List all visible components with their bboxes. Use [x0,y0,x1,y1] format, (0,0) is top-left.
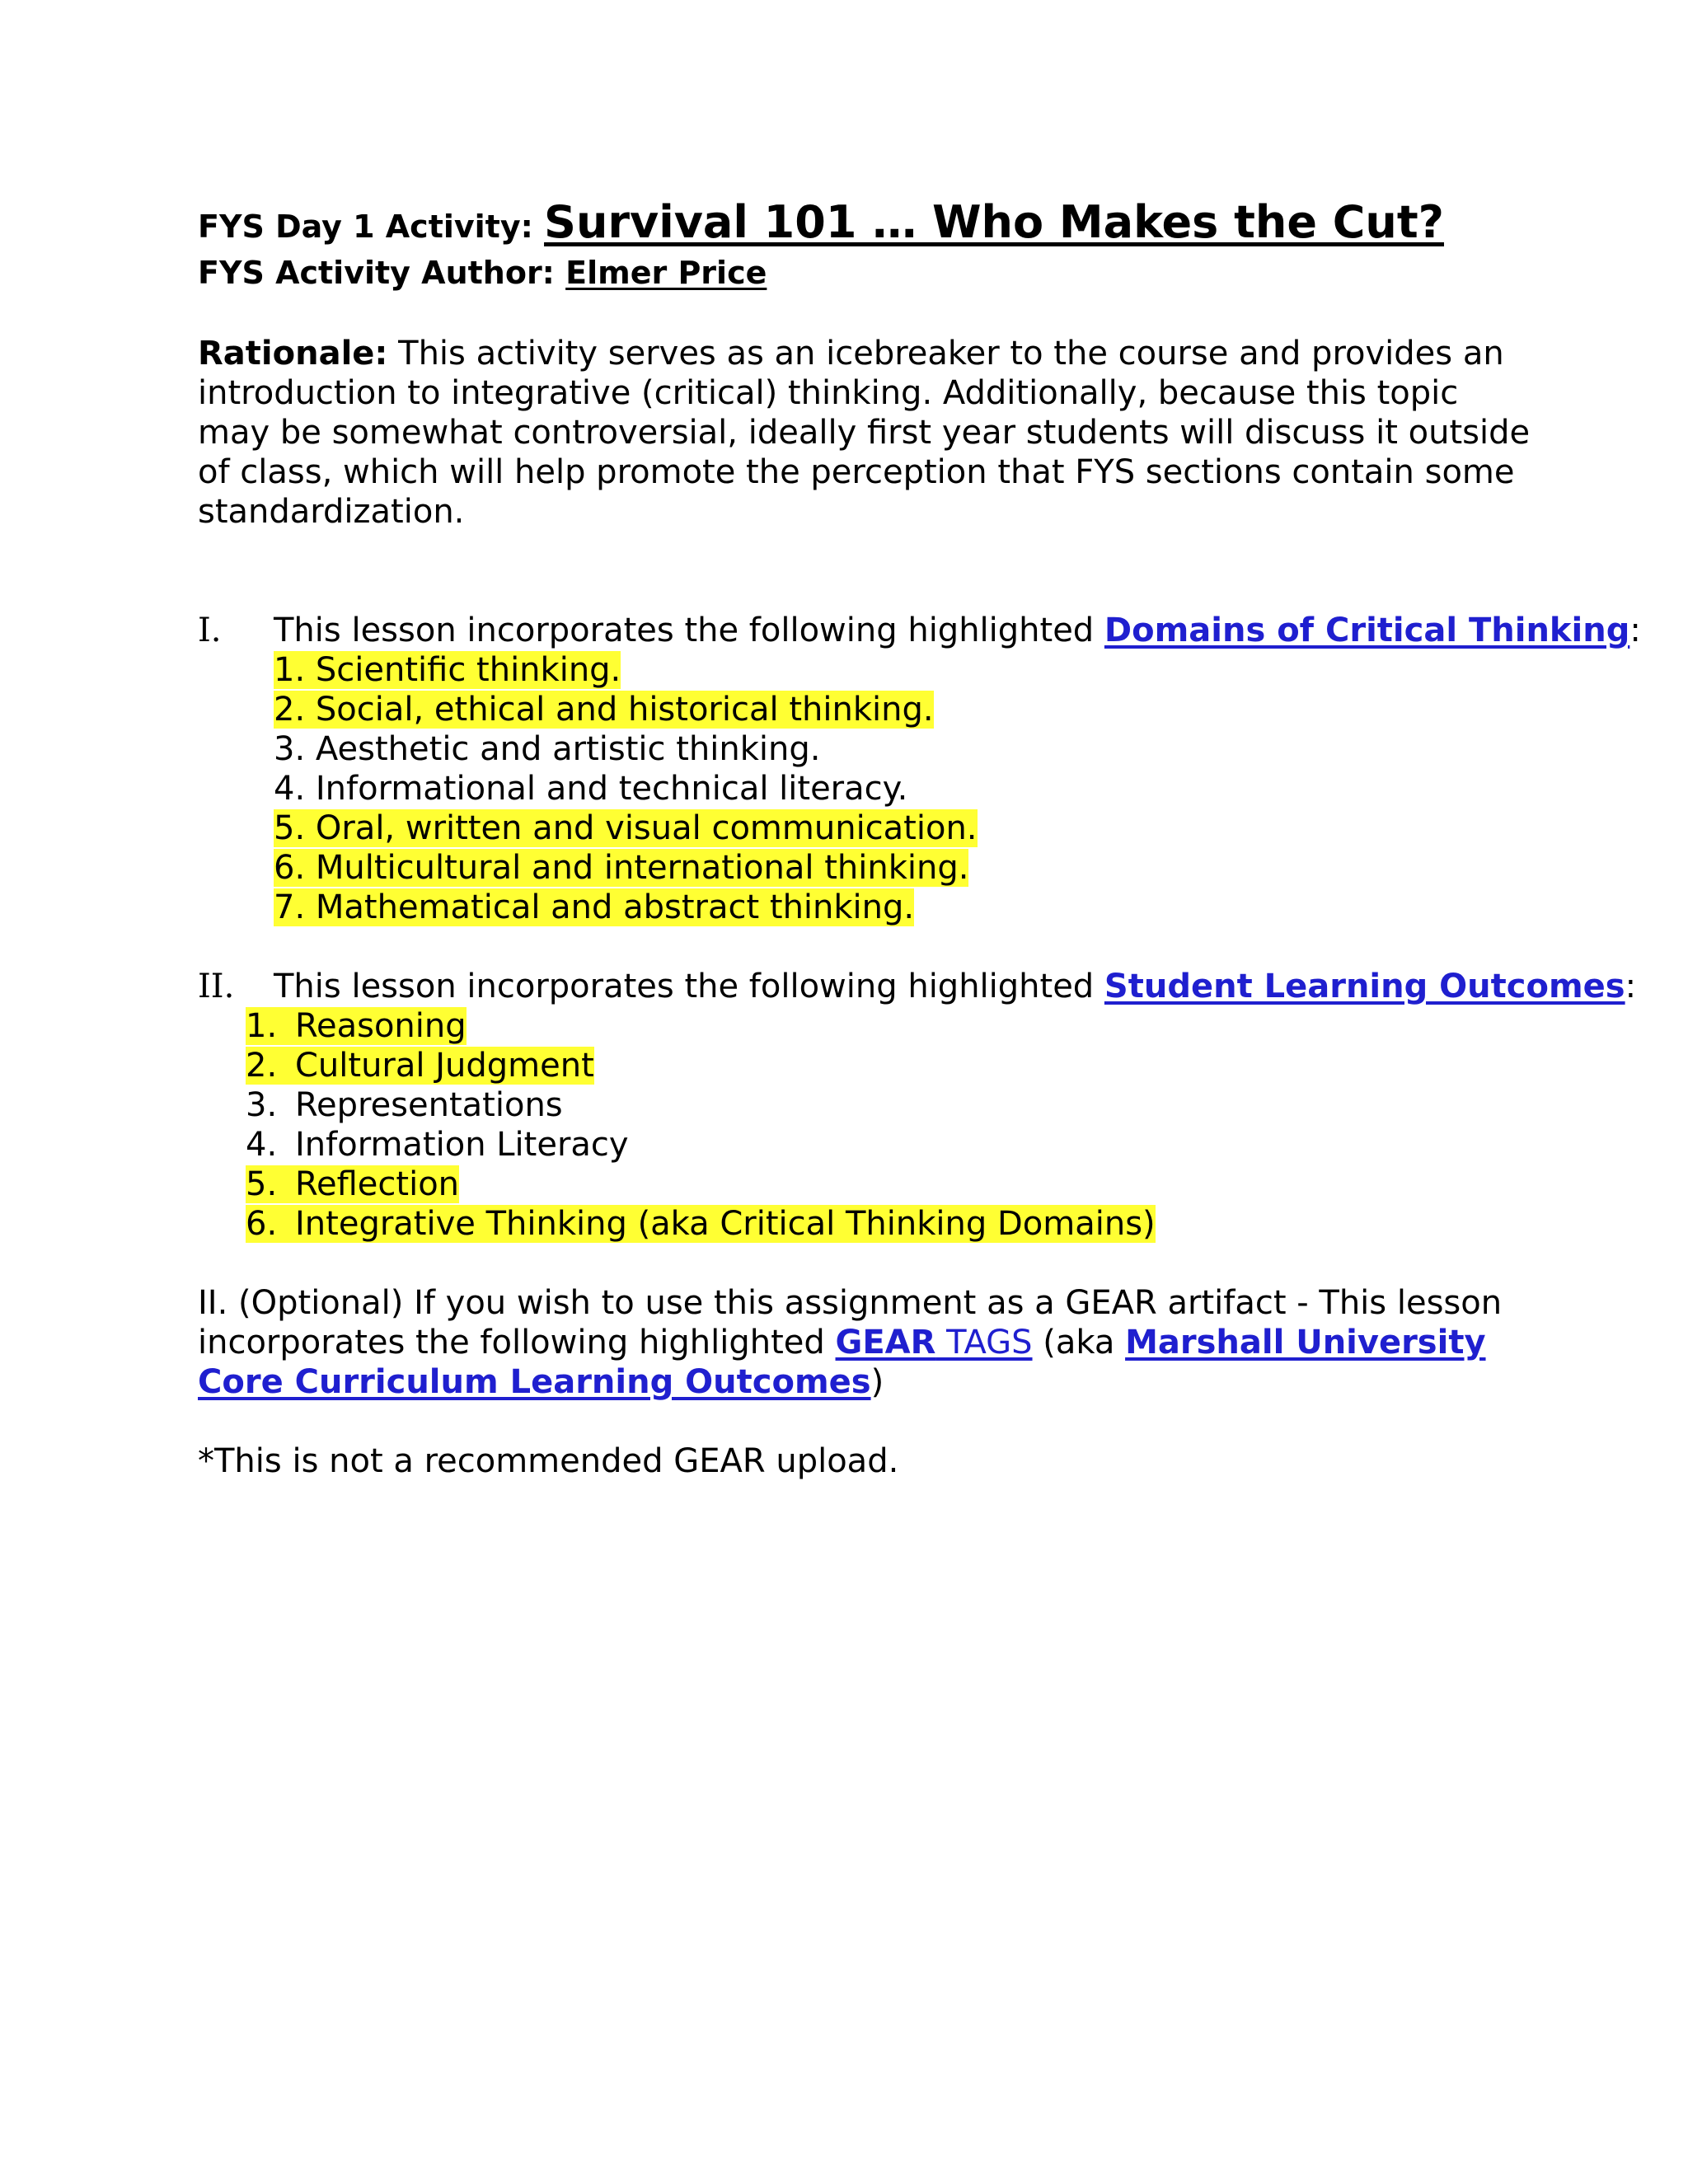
outcome-item [246,1006,1533,1046]
marshall-core-curriculum-link[interactable]: Marshall University Core Curriculum Learning Outcomes [198,1324,1486,1401]
outcome-item-number: 3. [246,1086,278,1124]
rationale-label: Rationale: [198,335,388,373]
outcome-item-number: 5. [246,1165,278,1203]
domain-item-text: 4. Informational and technical literacy. [274,770,908,808]
domain-list [198,650,1533,927]
domain-item-text: 3. Aesthetic and artistic thinking. [274,730,821,768]
outcome-item [246,1165,1533,1204]
gear-note: *This is not a recommended GEAR upload. [198,1442,899,1480]
section-student-learning-outcomes [198,967,1637,1244]
gear-link[interactable]: GEAR [835,1324,936,1361]
outcome-item-text: Reflection [295,1165,460,1203]
section-two-numeral: II. [198,968,235,1005]
domain-item [274,769,1533,808]
domain-item-text: 5. Oral, written and visual communication. [274,809,978,847]
outcome-item [246,1125,1533,1165]
outcome-item-highlight [246,1126,629,1164]
outcome-item [246,1046,1533,1085]
gear-text-before: II. (Optional) If you wish to use this assignment as a GEAR artifact - This lesson incorporates the following highlighted [198,1284,1503,1361]
outcome-item-highlight [246,1205,1156,1243]
domain-item-text: 2. Social, ethical and historical thinking. [274,691,934,729]
document-page [198,196,1641,1481]
outcome-item-highlight [246,1165,459,1203]
section-two-intro: This lesson incorporates the following highlighted [274,968,1104,1005]
activity-prefix: FYS Day 1 Activity: [198,209,533,245]
domain-item [274,808,1533,848]
student-learning-outcomes-link[interactable]: Student Learning Outcomes [1104,968,1625,1005]
outcome-item-text: Cultural Judgment [295,1047,594,1085]
domains-of-critical-thinking-link[interactable]: Domains of Critical Thinking [1104,612,1630,649]
outcome-item-text: Information Literacy [295,1126,629,1164]
author-prefix: FYS Activity Author: [198,255,555,291]
gear-paragraph [198,1283,1533,1402]
outcome-item-text: Integrative Thinking (aka Critical Thinking Domains) [295,1205,1156,1243]
domain-item [274,888,1533,927]
section-two-heading [198,967,1637,1006]
domain-item-text: 7. Mathematical and abstract thinking. [274,888,915,926]
section-two-suffix: : [1625,968,1637,1005]
outcome-item-number: 1. [246,1007,278,1045]
outcome-item-highlight [246,1086,563,1124]
outcome-item [246,1204,1533,1244]
domain-item-text: 6. Multicultural and international thinking. [274,849,969,887]
gear-aka-open: (aka [1032,1324,1126,1361]
outcome-list [198,1006,1533,1244]
outcome-item-number: 2. [246,1047,278,1085]
section-one-intro: This lesson incorporates the following highlighted [274,612,1104,649]
rationale-text: This activity serves as an icebreaker to the course and provides an introduction to integrative (critical) thinking. Additionally, because this topic may be somewhat controversial, ideally first year students will discuss it outside of class, which will help promote the perception that FYS sections contain some standardization. [198,335,1531,531]
section-one-numeral: I. [198,612,222,649]
author-name: Elmer Price [565,255,767,291]
domain-item-text: 1. Scientific thinking. [274,651,621,689]
activity-title: Survival 101 … Who Makes the Cut? [544,196,1444,248]
outcome-item-number: 6. [246,1205,278,1243]
outcome-item [246,1085,1533,1125]
section-one-heading [198,611,1641,650]
rationale-paragraph [198,334,1533,532]
outcome-item-highlight [246,1007,467,1045]
domain-item [274,650,1533,690]
section-critical-thinking-domains [198,611,1641,927]
outcome-item-number: 4. [246,1126,278,1164]
outcome-item-text: Reasoning [295,1007,467,1045]
activity-title-line [198,198,1533,251]
gear-tags-link[interactable]: TAGS [935,1324,1033,1361]
domain-item [274,848,1533,888]
author-line [198,251,1533,294]
outcome-item-highlight [246,1047,594,1085]
domain-item [274,729,1533,769]
outcome-item-text: Representations [295,1086,563,1124]
gear-close-paren: ) [870,1363,884,1401]
section-one-suffix: : [1629,612,1641,649]
domain-item [274,690,1533,729]
